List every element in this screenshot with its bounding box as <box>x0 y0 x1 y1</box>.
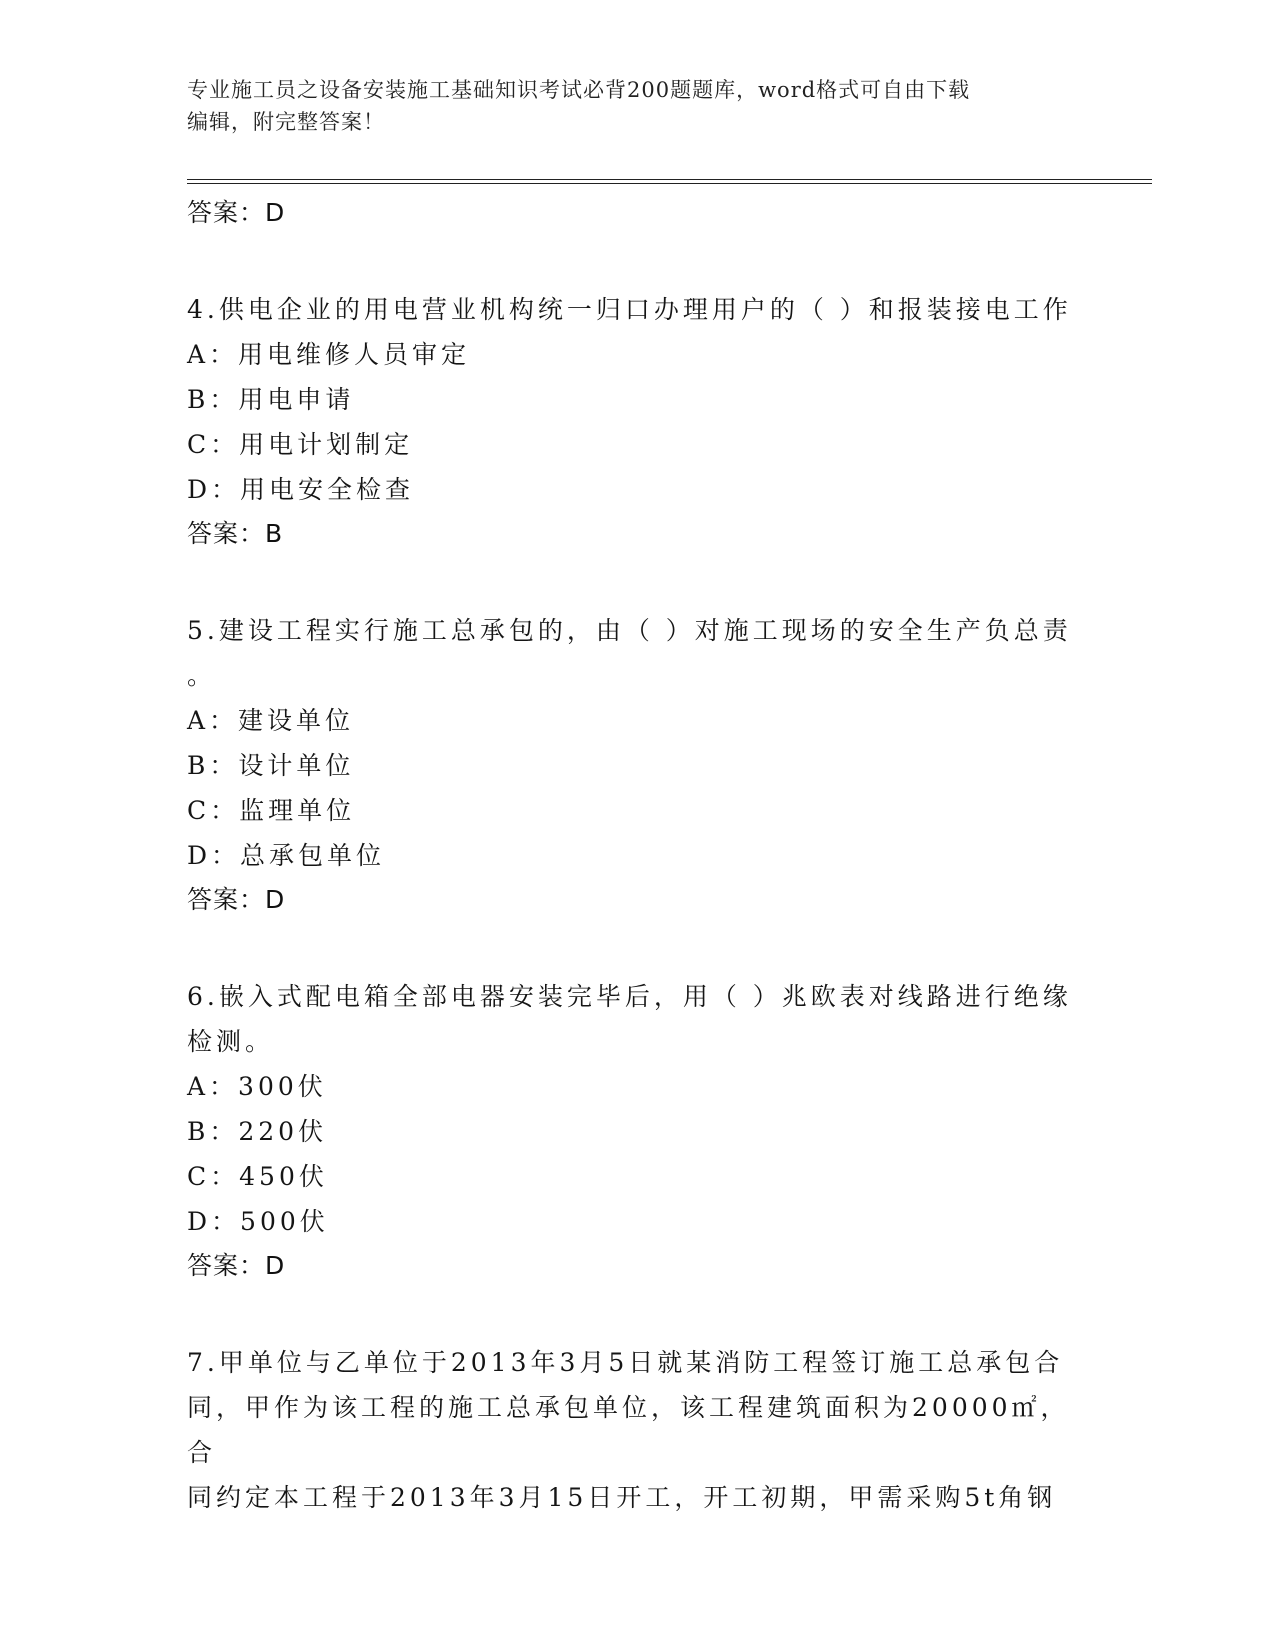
question-stem-line-1: 6.嵌入式配电箱全部电器安装完毕后，用（ ）兆欧表对线路进行绝缘 <box>187 982 1072 1011</box>
option-c: C：监理单位 <box>187 796 356 825</box>
question-stem-line-3: 同约定本工程于2013年3月15日开工，开工初期，甲需采购5t角钢 <box>187 1483 1057 1512</box>
question-stem-line-2: 同，甲作为该工程的施工总承包单位，该工程建筑面积为20000㎡，合 <box>187 1393 1070 1467</box>
option-a: A：建设单位 <box>187 706 355 735</box>
option-c: C：用电计划制定 <box>187 430 414 459</box>
question-7 <box>187 1340 1087 1520</box>
question-stem-line-1: 7.甲单位与乙单位于2013年3月5日就某消防工程签订施工总承包合 <box>187 1348 1064 1377</box>
question-stem: 4.供电企业的用电营业机构统一归口办理用户的（ ）和报装接电工作 <box>187 295 1072 324</box>
header-title-line-2: 编辑，附完整答案！ <box>187 110 385 134</box>
option-d: D：用电安全检查 <box>187 475 415 504</box>
question-5 <box>187 608 1087 922</box>
question-stem-line-1: 5.建设工程实行施工总承包的，由（ ）对施工现场的安全生产负总责 <box>187 616 1072 645</box>
header-divider-bottom <box>187 183 1152 184</box>
option-a: A：用电维修人员审定 <box>187 340 471 369</box>
question-4 <box>187 287 1087 556</box>
option-d: D：总承包单位 <box>187 841 386 870</box>
header-title-line-1: 专业施工员之设备安装施工基础知识考试必背200题题库，word格式可自由下载 <box>187 78 971 102</box>
question-stem-line-2: 检测。 <box>187 1027 275 1056</box>
answer-line: 答案：D <box>187 885 286 914</box>
answer-line: 答案：D <box>187 1251 286 1280</box>
option-b: B：用电申请 <box>187 385 355 414</box>
option-a: A：300伏 <box>187 1072 327 1101</box>
answer-line: 答案：B <box>187 519 284 548</box>
document-body <box>187 191 1087 1520</box>
question-6 <box>187 974 1087 1288</box>
option-b: B：220伏 <box>187 1117 328 1146</box>
option-b: B：设计单位 <box>187 751 355 780</box>
option-c: C：450伏 <box>187 1162 328 1191</box>
answer-line: 答案：D <box>187 198 286 227</box>
option-d: D：500伏 <box>187 1207 329 1236</box>
question-stem-line-2: 。 <box>187 661 217 690</box>
header-divider-top <box>187 179 1152 180</box>
document-header <box>187 74 1087 138</box>
